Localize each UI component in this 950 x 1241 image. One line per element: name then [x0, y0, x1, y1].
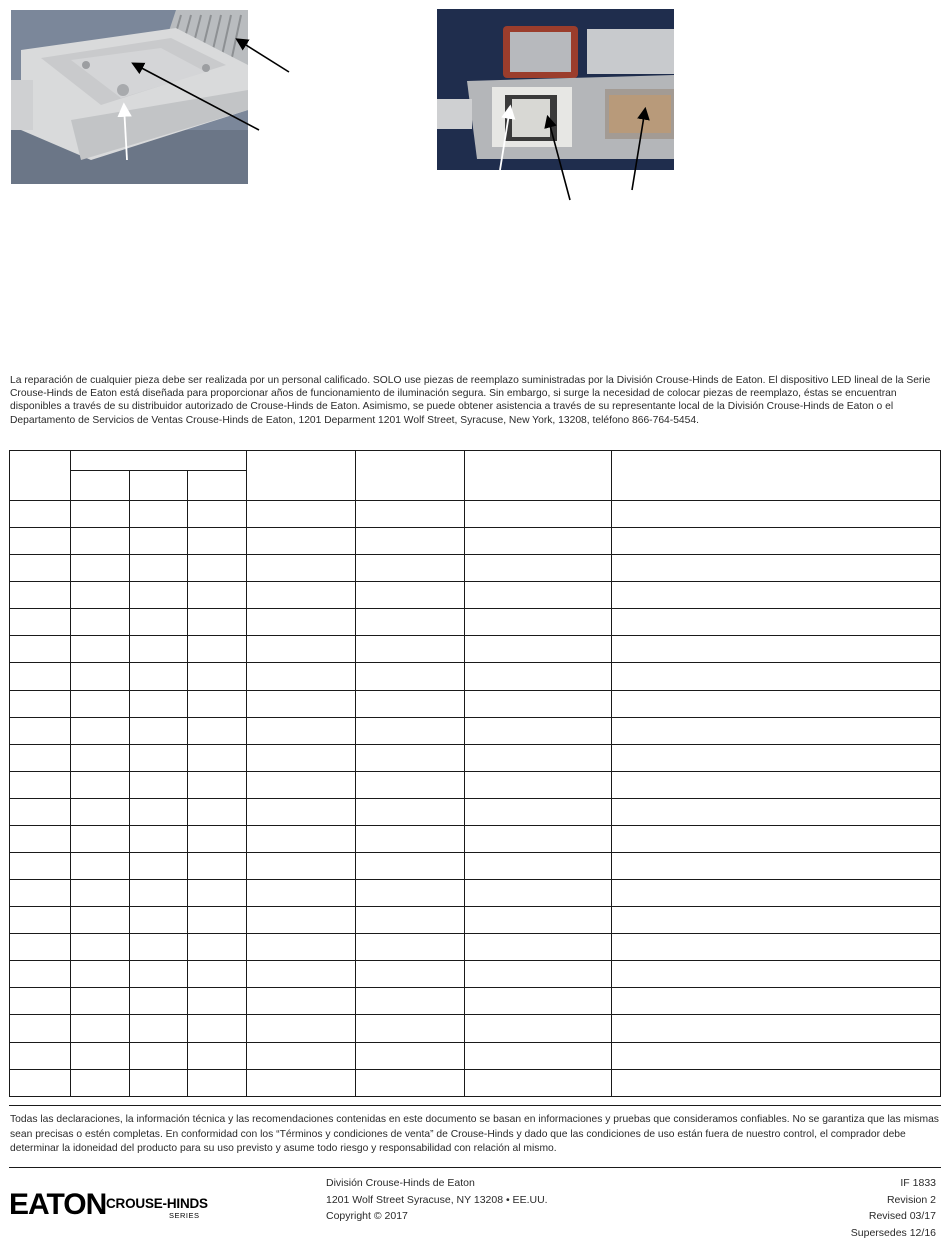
table-cell: [188, 528, 247, 555]
table-cell: [71, 825, 130, 852]
table-cell: [612, 825, 941, 852]
table-cell: [356, 690, 465, 717]
table-cell: [247, 609, 356, 636]
table-cell: [188, 853, 247, 880]
replacement-parts-intro: La reparación de cualquier pieza debe ser realizada por un personal calificado. SOLO use piezas de reemplazo suministradas por la División Crouse-Hinds de Eaton. El dispositivo LED lineal de la Serie Crouse-Hinds de Eaton está diseñada para proporcionar años de funcionamiento de iluminación segura. Sin embargo, si surge la necesidad de colocar piezas de reemplazo, éstas se encuentran disponibles a través de su distribuidor autorizado de Crouse-Hinds de Eaton. Asimismo, se puede obtener asistencia a través de su representante local de la División Crouse-Hinds de Eaton o el Departamento de Servicios de Ventas Crouse-Hinds de Eaton, 1201 Deparment 1201 Wolf Street, Syracuse, New York, 13208, teléfono 866-764-5454.: [10, 375, 931, 426]
table-cell: [188, 744, 247, 771]
table-cell: [10, 663, 71, 690]
table-cell: [71, 798, 130, 825]
table-cell: [465, 825, 612, 852]
table-cell: [130, 880, 188, 907]
table-cell: [188, 1042, 247, 1069]
table-cell: [188, 961, 247, 988]
table-row: [10, 1015, 941, 1042]
table-cell: [188, 501, 247, 528]
table-cell: [356, 771, 465, 798]
table-row: [10, 961, 941, 988]
header-cell: [612, 451, 941, 501]
table-cell: [247, 961, 356, 988]
header-cell: [247, 451, 356, 501]
table-cell: [71, 853, 130, 880]
header-cell: [71, 451, 247, 471]
table-cell: [71, 771, 130, 798]
table-cell: [465, 1069, 612, 1096]
table-cell: [612, 907, 941, 934]
table-cell: [10, 825, 71, 852]
table-cell: [465, 528, 612, 555]
table-cell: [465, 690, 612, 717]
table-cell: [188, 582, 247, 609]
table-cell: [612, 771, 941, 798]
table-cell: [465, 961, 612, 988]
table-cell: [247, 1042, 356, 1069]
table-row: [10, 798, 941, 825]
table-cell: [130, 690, 188, 717]
table-cell: [130, 825, 188, 852]
table-cell: [356, 609, 465, 636]
table-cell: [465, 582, 612, 609]
table-cell: [188, 609, 247, 636]
table-cell: [130, 1042, 188, 1069]
table-cell: [188, 1069, 247, 1096]
table-cell: [188, 771, 247, 798]
table-cell: [188, 825, 247, 852]
table-cell: [10, 582, 71, 609]
table-cell: [10, 853, 71, 880]
table-row: [10, 717, 941, 744]
table-cell: [188, 717, 247, 744]
table-cell: [71, 1042, 130, 1069]
table-cell: [612, 880, 941, 907]
table-cell: [10, 501, 71, 528]
table-cell: [356, 744, 465, 771]
table-cell: [188, 798, 247, 825]
table-cell: [247, 1015, 356, 1042]
table-cell: [71, 907, 130, 934]
supersedes: Supersedes 12/16: [850, 1226, 936, 1239]
table-cell: [247, 717, 356, 744]
table-cell: [130, 717, 188, 744]
table-cell: [356, 555, 465, 582]
table-cell: [612, 961, 941, 988]
table-cell: [612, 717, 941, 744]
table-cell: [71, 609, 130, 636]
table-cell: [130, 988, 188, 1015]
table-cell: [71, 988, 130, 1015]
header-cell: [71, 471, 130, 501]
table-cell: [10, 798, 71, 825]
table-cell: [247, 988, 356, 1015]
table-row: [10, 825, 941, 852]
table-cell: [130, 907, 188, 934]
table-cell: [247, 798, 356, 825]
table-row: [10, 582, 941, 609]
table-cell: [188, 880, 247, 907]
table-row: [10, 609, 941, 636]
copyright: Copyright © 2017: [326, 1210, 408, 1222]
table-cell: [465, 609, 612, 636]
table-cell: [612, 1042, 941, 1069]
table-cell: [247, 907, 356, 934]
table-cell: [247, 934, 356, 961]
revision: Revision 2: [886, 1193, 936, 1206]
table-cell: [612, 988, 941, 1015]
table-cell: [10, 961, 71, 988]
table-cell: [465, 1015, 612, 1042]
table-cell: [10, 771, 71, 798]
table-row: [10, 934, 941, 961]
table-row: [10, 1069, 941, 1096]
parts-table: [9, 450, 941, 1097]
table-row: [10, 853, 941, 880]
table-cell: [612, 934, 941, 961]
table-cell: [465, 663, 612, 690]
table-cell: [130, 528, 188, 555]
table-cell: [465, 1042, 612, 1069]
table-cell: [71, 636, 130, 663]
table-cell: [188, 907, 247, 934]
table-cell: [356, 1015, 465, 1042]
table-cell: [188, 663, 247, 690]
table-cell: [465, 988, 612, 1015]
table-cell: [71, 961, 130, 988]
table-cell: [247, 528, 356, 555]
table-cell: [130, 501, 188, 528]
table-cell: [71, 1015, 130, 1042]
table-cell: [71, 717, 130, 744]
table-cell: [10, 636, 71, 663]
table-cell: [130, 771, 188, 798]
fixture-internal-photo: [437, 9, 674, 170]
table-cell: [465, 907, 612, 934]
revised-date: Revised 03/17: [868, 1210, 936, 1222]
eaton-logo: EATON: [9, 1188, 107, 1221]
table-cell: [612, 663, 941, 690]
table-cell: [247, 636, 356, 663]
table-cell: [356, 1069, 465, 1096]
table-cell: [10, 988, 71, 1015]
table-cell: [71, 880, 130, 907]
table-cell: [612, 853, 941, 880]
table-row: [10, 663, 941, 690]
table-cell: [356, 825, 465, 852]
header-cell: [10, 451, 71, 501]
table-cell: [71, 1069, 130, 1096]
table-row: [10, 907, 941, 934]
divider: [9, 1105, 941, 1106]
table-cell: [130, 934, 188, 961]
table-cell: [612, 798, 941, 825]
table-row: [10, 771, 941, 798]
table-cell: [356, 663, 465, 690]
table-cell: [465, 880, 612, 907]
table-cell: [130, 961, 188, 988]
table-cell: [356, 501, 465, 528]
table-cell: [130, 609, 188, 636]
table-cell: [465, 744, 612, 771]
table-cell: [612, 582, 941, 609]
table-cell: [10, 880, 71, 907]
table-row: [10, 690, 941, 717]
table-cell: [612, 690, 941, 717]
table-cell: [247, 853, 356, 880]
disclaimer: Todas las declaraciones, la información técnica y las recomendaciones contenidas en este documento se basan en informaciones y pruebas que consideramos confiables. No se garantiza que las mismas sean precisas o estén completas. En conformidad con los “Términos y condiciones de venta” de Crouse-Hinds y dado que las condiciones de uso están fuera de nuestro control, el comprador debe determinar la idoneidad del producto para su uso previsto y asume todo riesgo y responsabilidad con relación al mismo.: [10, 1114, 939, 1155]
table-cell: [465, 798, 612, 825]
table-cell: [130, 798, 188, 825]
table-cell: [465, 771, 612, 798]
table-cell: [465, 501, 612, 528]
header-cell: [188, 471, 247, 501]
table-cell: [247, 771, 356, 798]
table-cell: [356, 582, 465, 609]
table-cell: [465, 717, 612, 744]
divider: [9, 1167, 941, 1168]
table-cell: [10, 528, 71, 555]
table-cell: [356, 907, 465, 934]
table-cell: [71, 555, 130, 582]
table-cell: [247, 880, 356, 907]
table-cell: [130, 1015, 188, 1042]
table-cell: [10, 555, 71, 582]
header-cell: [465, 451, 612, 501]
street-address: 1201 Wolf Street Syracuse, NY 13208 • EE.UU.: [326, 1193, 548, 1206]
table-row: [10, 528, 941, 555]
table-row: [10, 880, 941, 907]
table-cell: [247, 744, 356, 771]
table-cell: [130, 582, 188, 609]
document-info: [851, 1175, 936, 1241]
table-cell: [356, 1042, 465, 1069]
header-cell: [356, 451, 465, 501]
table-cell: [10, 1042, 71, 1069]
table-cell: [10, 609, 71, 636]
table-cell: [10, 1069, 71, 1096]
table-cell: [71, 744, 130, 771]
table-cell: [10, 690, 71, 717]
table-cell: [612, 528, 941, 555]
table-cell: [71, 663, 130, 690]
table-cell: [130, 1069, 188, 1096]
crouse-hinds-logo: CROUSE-HINDS: [106, 1196, 208, 1211]
table-cell: [612, 609, 941, 636]
table-cell: [71, 501, 130, 528]
table-cell: [465, 555, 612, 582]
table-cell: [247, 825, 356, 852]
company-name: División Crouse-Hinds de Eaton: [326, 1177, 475, 1189]
table-cell: [188, 555, 247, 582]
table-cell: [612, 636, 941, 663]
table-cell: [356, 853, 465, 880]
table-row: [10, 1042, 941, 1069]
table-cell: [130, 636, 188, 663]
table-cell: [188, 988, 247, 1015]
table-cell: [612, 501, 941, 528]
table-cell: [71, 934, 130, 961]
table-cell: [356, 961, 465, 988]
table-cell: [612, 1069, 941, 1096]
table-cell: [188, 690, 247, 717]
table-cell: [356, 717, 465, 744]
table-row: [10, 636, 941, 663]
table-cell: [465, 934, 612, 961]
table-cell: [356, 636, 465, 663]
table-cell: [130, 555, 188, 582]
table-cell: [130, 663, 188, 690]
table-cell: [356, 934, 465, 961]
table-cell: [247, 555, 356, 582]
table-cell: [130, 853, 188, 880]
table-cell: [247, 501, 356, 528]
fixture-exterior-photo: [11, 10, 248, 184]
table-cell: [10, 744, 71, 771]
table-cell: [465, 853, 612, 880]
table-cell: [612, 555, 941, 582]
table-cell: [71, 582, 130, 609]
table-cell: [71, 690, 130, 717]
table-cell: [465, 636, 612, 663]
table-cell: [71, 528, 130, 555]
table-cell: [10, 934, 71, 961]
table-cell: [188, 636, 247, 663]
doc-id: IF 1833: [900, 1177, 936, 1189]
table-row: [10, 501, 941, 528]
table-cell: [247, 690, 356, 717]
table-cell: [130, 744, 188, 771]
table-cell: [10, 907, 71, 934]
header-cell: [130, 471, 188, 501]
table-cell: [10, 717, 71, 744]
table-cell: [612, 744, 941, 771]
series-label: SERIES: [169, 1211, 200, 1220]
table-cell: [356, 988, 465, 1015]
footer-address: [326, 1175, 548, 1225]
table-cell: [247, 1069, 356, 1096]
table-cell: [188, 1015, 247, 1042]
table-cell: [612, 1015, 941, 1042]
table-cell: [188, 934, 247, 961]
table-row: [10, 744, 941, 771]
table-cell: [356, 528, 465, 555]
table-cell: [10, 1015, 71, 1042]
table-cell: [356, 880, 465, 907]
table-cell: [356, 798, 465, 825]
table-cell: [247, 663, 356, 690]
table-row: [10, 988, 941, 1015]
table-row: [10, 555, 941, 582]
table-cell: [247, 582, 356, 609]
